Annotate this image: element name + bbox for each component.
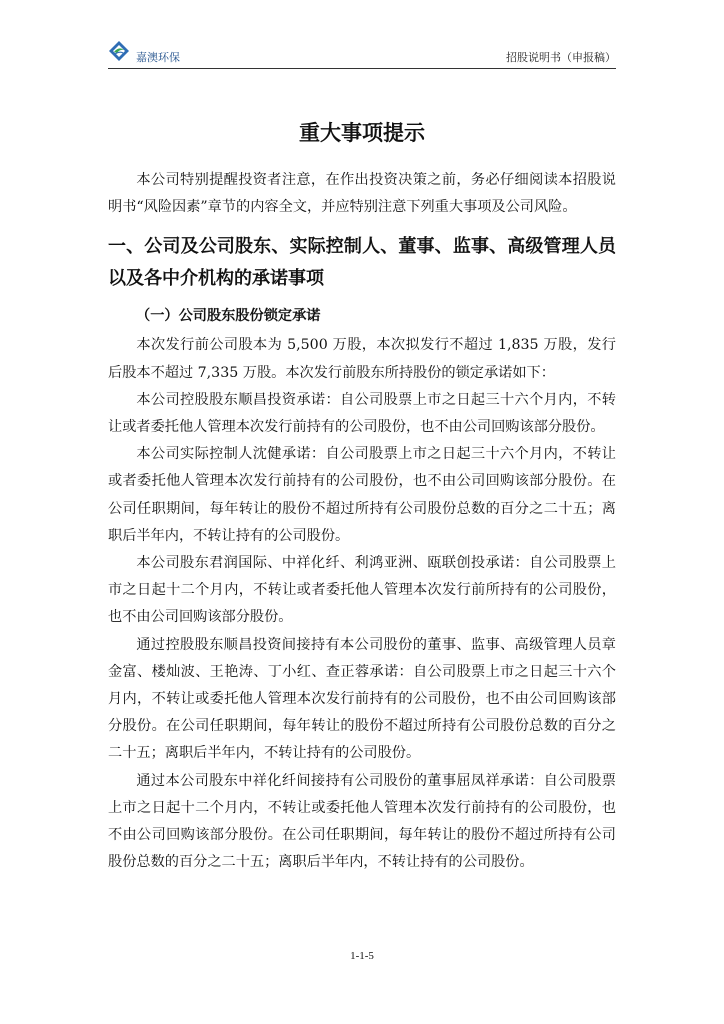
section-heading: 一、公司及公司股东、实际控制人、董事、监事、高级管理人员以及各中介机构的承诺事项 [108, 236, 616, 290]
page-title: 重大事项提示 [299, 121, 425, 145]
body-paragraph: 本次发行前公司股本为 5,500 万股，本次拟发行不超过 1,835 万股，发行后股本不超过 7,335 万股。本次发行前股东所持股份的锁定承诺如下： [108, 337, 616, 381]
intro-paragraph: 本公司特别提醒投资者注意，在作出投资决策之前，务必仔细阅读本招股说明书“风险因素”章节的内容全文，并应特别注意下列重大事项及公司风险。 [108, 172, 616, 216]
body-paragraph: 通过本公司股东中祥化纤间接持有公司股份的董事屈凤祥承诺：自公司股票上市之日起十二个月内，不转让或委托他人管理本次发行前持有的公司股份，也不由公司回购该部分股份。在公司任职期间，每年转让的股份不超过所持有公司股份总数的百分之二十五；离职后半年内，不转让持有的公司股份。 [108, 772, 616, 871]
document-type: 招股说明书（申报稿） [506, 51, 616, 64]
page-number: 1-1-5 [350, 950, 374, 962]
body-paragraph: 通过控股股东顺昌投资间接持有本公司股份的董事、监事、高级管理人员章金富、楼灿波、王艳涛、丁小红、查正蓉承诺：自公司股票上市之日起三十六个月内，不转让或委托他人管理本次发行前持有的公司股份，也不由公司回购该部分股份。在公司任职期间，每年转让的股份不超过所持有公司股份总数的百分之二十五；离职后半年内，不转让持有的公司股份。 [108, 636, 616, 762]
body-paragraph: 本公司控股股东顺昌投资承诺：自公司股票上市之日起三十六个月内，不转让或者委托他人管理本次发行前持有的公司股份，也不由公司回购该部分股份。 [108, 391, 616, 436]
company-logo-icon [108, 40, 130, 62]
subsection-heading: （一）公司股东股份锁定承诺 [136, 308, 321, 325]
company-name: 嘉澳环保 [136, 51, 180, 64]
body-paragraph: 本公司股东君润国际、中祥化纤、利鸿亚洲、瓯联创投承诺：自公司股票上市之日起十二个月内，不转让或者委托他人管理本次发行前所持有的公司股份，也不由公司回购该部分股份。 [108, 555, 616, 626]
body-paragraph: 本公司实际控制人沈健承诺：自公司股票上市之日起三十六个月内，不转让或者委托他人管理本次发行前持有的公司股份，也不由公司回购该部分股份。在公司任职期间，每年转让的股份不超过所持有公司股份总数的百分之二十五；离职后半年内，不转让持有的公司股份。 [108, 446, 616, 544]
page-header [108, 40, 616, 69]
main-content [108, 167, 616, 876]
